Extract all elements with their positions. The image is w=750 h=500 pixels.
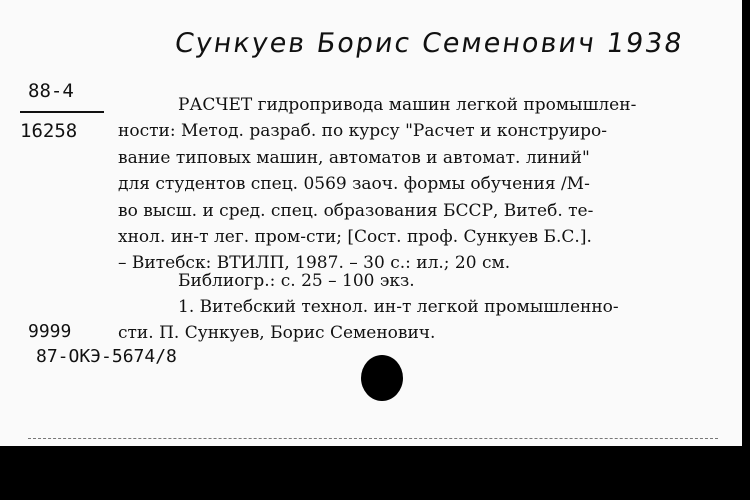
shelfmark-divider bbox=[20, 111, 104, 113]
description-line: ности: Метод. разраб. по курсу "Расчет и конструиро- bbox=[118, 121, 608, 141]
description-line: хнол. ин-т лег. пром-сти; [Сост. проф. Сункуев Б.С.]. bbox=[118, 227, 592, 247]
description-line: для студентов спец. 0569 заоч. формы обучения /М- bbox=[118, 174, 590, 194]
description-line: вание типовых машин, автоматов и автомат. линий" bbox=[118, 148, 590, 168]
description-line: РАСЧЕТ гидропривода машин легкой промышлен- bbox=[178, 95, 637, 115]
bottom-rule bbox=[28, 438, 718, 439]
shelfmark-top: 88-4 bbox=[28, 80, 74, 102]
scan-border-bottom bbox=[0, 446, 750, 500]
shelfmark-bottom: 16258 bbox=[20, 120, 78, 142]
punch-hole bbox=[361, 355, 403, 401]
description-line: во высш. и сред. спец. образования БССР, Витеб. те- bbox=[118, 201, 594, 221]
record-number: 87-ОКЭ-5674/8 bbox=[36, 346, 177, 367]
margin-code: 9999 bbox=[28, 321, 72, 342]
handwritten-heading: Сункуев Борис Семенович 1938 bbox=[172, 28, 686, 59]
description-line: 1. Витебский технол. ин-т легкой промышленно- bbox=[178, 297, 619, 317]
description-line: – Витебск: ВТИЛП, 1987. – 30 с.: ил.; 20 см. bbox=[118, 253, 511, 273]
description-line: сти. П. Сункуев, Борис Семенович. bbox=[118, 323, 436, 343]
description-line: Библиогр.: с. 25 – 100 экз. bbox=[178, 271, 415, 291]
scan-border-right bbox=[742, 0, 750, 500]
